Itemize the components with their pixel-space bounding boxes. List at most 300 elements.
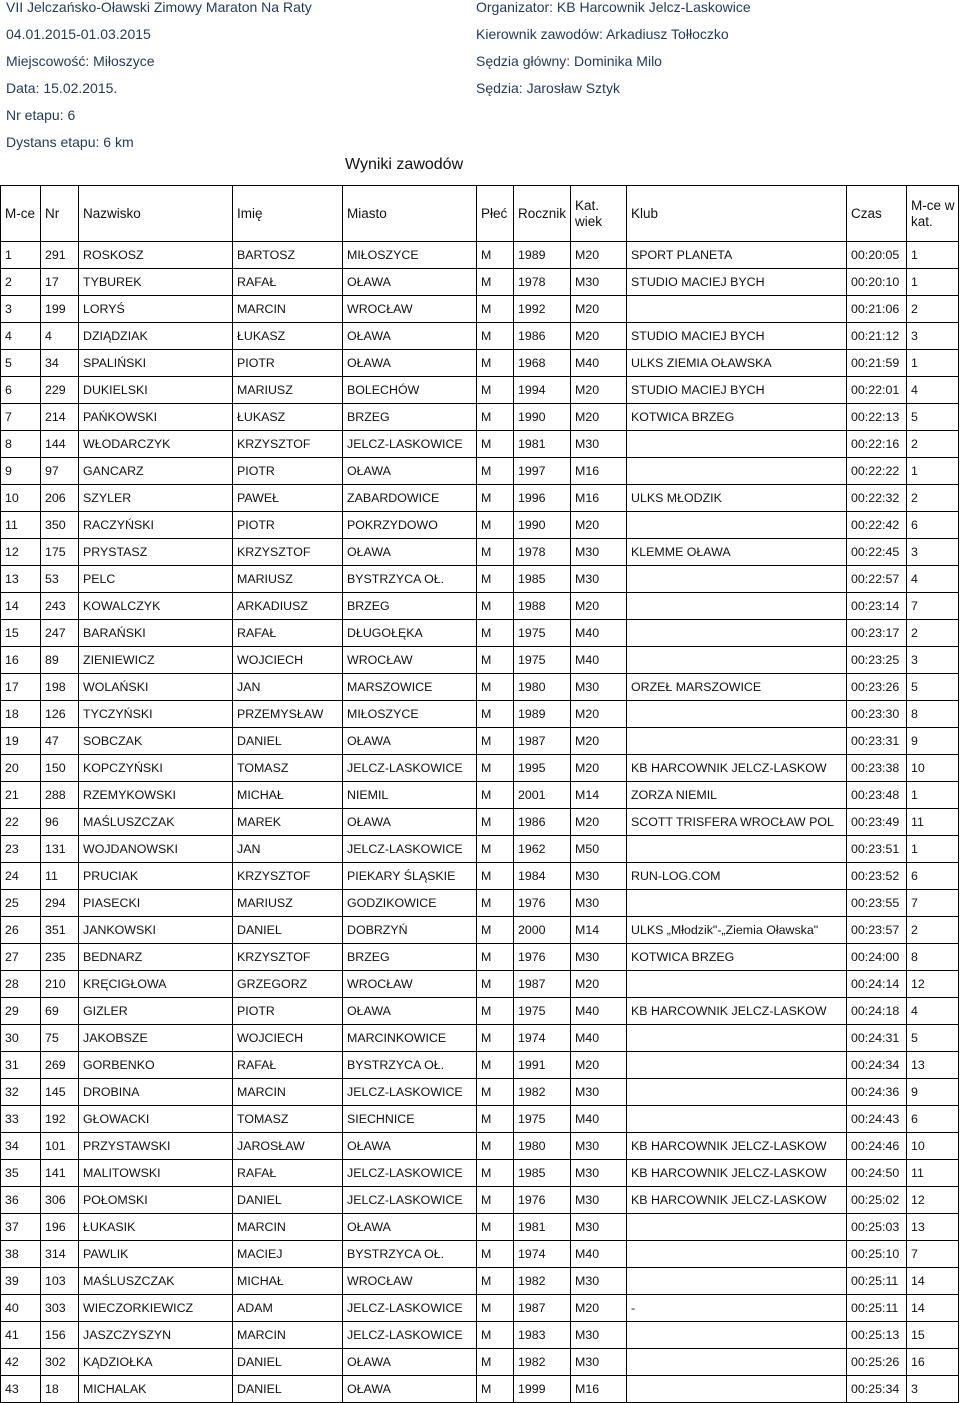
table-row — [1, 1052, 959, 1079]
birth-year-cell: 1987 — [514, 971, 571, 998]
category-place-cell: 12 — [907, 1187, 959, 1214]
first-name-cell: ARKADIUSZ — [233, 593, 343, 620]
bib-cell: 243 — [41, 593, 79, 620]
birth-year-cell: 1975 — [514, 647, 571, 674]
sex-cell: M — [477, 458, 514, 485]
club-cell — [627, 1376, 847, 1403]
place-cell: 11 — [1, 512, 41, 539]
sex-cell: M — [477, 1052, 514, 1079]
bib-cell: 288 — [41, 782, 79, 809]
city-cell: BYSTRZYCA OŁ. — [343, 566, 477, 593]
bib-cell: 126 — [41, 701, 79, 728]
sex-cell: M — [477, 1187, 514, 1214]
birth-year-cell: 1976 — [514, 944, 571, 971]
time-cell: 00:20:05 — [847, 242, 907, 269]
place-cell: 24 — [1, 863, 41, 890]
category-place-cell: 7 — [907, 593, 959, 620]
city-cell: OŁAWA — [343, 350, 477, 377]
first-name-cell: KRZYSZTOF — [233, 944, 343, 971]
table-row — [1, 728, 959, 755]
first-name-cell: PRZEMYSŁAW — [233, 701, 343, 728]
category-place-cell: 7 — [907, 890, 959, 917]
first-name-cell: RAFAŁ — [233, 1160, 343, 1187]
race-info-line: Miejscowość: Miłoszyce — [6, 53, 155, 69]
club-cell: STUDIO MACIEJ BYCH — [627, 323, 847, 350]
sex-cell: M — [477, 944, 514, 971]
city-cell: OŁAWA — [343, 998, 477, 1025]
city-cell: JELCZ-LASKOWICE — [343, 1187, 477, 1214]
column-header-place — [1, 186, 41, 242]
category-place-cell: 10 — [907, 1133, 959, 1160]
age-category-cell: M30 — [571, 1268, 627, 1295]
column-header-time — [847, 186, 907, 242]
column-header-label: Czas — [851, 205, 882, 221]
sex-cell: M — [477, 755, 514, 782]
table-row — [1, 485, 959, 512]
city-cell: DŁUGOŁĘKA — [343, 620, 477, 647]
surname-cell: SZYLER — [79, 485, 233, 512]
time-cell: 00:22:01 — [847, 377, 907, 404]
place-cell: 5 — [1, 350, 41, 377]
birth-year-cell: 1999 — [514, 1376, 571, 1403]
surname-cell: RACZYŃSKI — [79, 512, 233, 539]
surname-cell: KRĘCIGŁOWA — [79, 971, 233, 998]
column-header-label: M-ce w kat. — [911, 197, 955, 229]
club-cell: KB HARCOWNIK JELCZ-LASKOW — [627, 1187, 847, 1214]
birth-year-cell: 1996 — [514, 485, 571, 512]
first-name-cell: RAFAŁ — [233, 269, 343, 296]
time-cell: 00:24:50 — [847, 1160, 907, 1187]
place-cell: 8 — [1, 431, 41, 458]
surname-cell: DROBINA — [79, 1079, 233, 1106]
city-cell: OŁAWA — [343, 1376, 477, 1403]
city-cell: OŁAWA — [343, 1133, 477, 1160]
surname-cell: TYCZYŃSKI — [79, 701, 233, 728]
sex-cell: M — [477, 323, 514, 350]
surname-cell: GŁOWACKI — [79, 1106, 233, 1133]
bib-cell: 69 — [41, 998, 79, 1025]
first-name-cell: MARIUSZ — [233, 890, 343, 917]
birth-year-cell: 1988 — [514, 593, 571, 620]
sex-cell: M — [477, 350, 514, 377]
time-cell: 00:22:45 — [847, 539, 907, 566]
age-category-cell: M14 — [571, 782, 627, 809]
bib-cell: 269 — [41, 1052, 79, 1079]
table-row — [1, 1376, 959, 1403]
first-name-cell: DANIEL — [233, 917, 343, 944]
category-place-cell: 2 — [907, 917, 959, 944]
column-header-label: Rocznik — [518, 205, 567, 221]
age-category-cell: M40 — [571, 1241, 627, 1268]
surname-cell: ŁUKASIK — [79, 1214, 233, 1241]
club-cell — [627, 593, 847, 620]
column-header-first-name — [233, 186, 343, 242]
section-title: Wyniki zawodów — [345, 156, 464, 173]
place-cell: 41 — [1, 1322, 41, 1349]
city-cell: PIEKARY ŚLĄSKIE — [343, 863, 477, 890]
time-cell: 00:25:10 — [847, 1241, 907, 1268]
category-place-cell: 16 — [907, 1349, 959, 1376]
sex-cell: M — [477, 809, 514, 836]
bib-cell: 214 — [41, 404, 79, 431]
club-cell — [627, 701, 847, 728]
bib-cell: 145 — [41, 1079, 79, 1106]
place-cell: 12 — [1, 539, 41, 566]
time-cell: 00:21:06 — [847, 296, 907, 323]
sex-cell: M — [477, 539, 514, 566]
first-name-cell: JAN — [233, 836, 343, 863]
table-header-row — [1, 186, 959, 242]
time-cell: 00:23:38 — [847, 755, 907, 782]
city-cell: BYSTRZYCA OŁ. — [343, 1052, 477, 1079]
surname-cell: ZIENIEWICZ — [79, 647, 233, 674]
city-cell: BRZEG — [343, 404, 477, 431]
table-row — [1, 539, 959, 566]
surname-cell: PIASECKI — [79, 890, 233, 917]
birth-year-cell: 1980 — [514, 674, 571, 701]
city-cell: OŁAWA — [343, 809, 477, 836]
column-header-label: Nazwisko — [83, 205, 141, 221]
table-row — [1, 1106, 959, 1133]
column-header-city — [343, 186, 477, 242]
race-info-line: Nr etapu: 6 — [6, 107, 76, 123]
club-cell — [627, 1214, 847, 1241]
bib-cell: 294 — [41, 890, 79, 917]
sex-cell: M — [477, 1241, 514, 1268]
time-cell: 00:23:30 — [847, 701, 907, 728]
birth-year-cell: 1982 — [514, 1268, 571, 1295]
place-cell: 42 — [1, 1349, 41, 1376]
category-place-cell: 5 — [907, 1025, 959, 1052]
club-cell: SPORT PLANETA — [627, 242, 847, 269]
club-cell — [627, 1079, 847, 1106]
time-cell: 00:24:18 — [847, 998, 907, 1025]
club-cell — [627, 620, 847, 647]
bib-cell: 103 — [41, 1268, 79, 1295]
birth-year-cell: 1982 — [514, 1079, 571, 1106]
club-cell — [627, 1106, 847, 1133]
table-row — [1, 944, 959, 971]
birth-year-cell: 1992 — [514, 296, 571, 323]
city-cell: NIEMIL — [343, 782, 477, 809]
club-cell: STUDIO MACIEJ BYCH — [627, 377, 847, 404]
place-cell: 19 — [1, 728, 41, 755]
city-cell: MIŁOSZYCE — [343, 242, 477, 269]
sex-cell: M — [477, 1349, 514, 1376]
category-place-cell: 5 — [907, 404, 959, 431]
first-name-cell: MICHAŁ — [233, 782, 343, 809]
bib-cell: 206 — [41, 485, 79, 512]
club-cell: KOTWICA BRZEG — [627, 944, 847, 971]
age-category-cell: M30 — [571, 674, 627, 701]
place-cell: 4 — [1, 323, 41, 350]
category-place-cell: 4 — [907, 566, 959, 593]
sex-cell: M — [477, 620, 514, 647]
age-category-cell: M20 — [571, 809, 627, 836]
time-cell: 00:25:13 — [847, 1322, 907, 1349]
time-cell: 00:23:51 — [847, 836, 907, 863]
club-cell — [627, 1322, 847, 1349]
city-cell: BRZEG — [343, 593, 477, 620]
column-header-category-place — [907, 186, 959, 242]
time-cell: 00:23:55 — [847, 890, 907, 917]
age-category-cell: M20 — [571, 728, 627, 755]
first-name-cell: MARCIN — [233, 1322, 343, 1349]
sex-cell: M — [477, 485, 514, 512]
city-cell: SIECHNICE — [343, 1106, 477, 1133]
table-row — [1, 1268, 959, 1295]
place-cell: 14 — [1, 593, 41, 620]
table-row — [1, 917, 959, 944]
first-name-cell: PIOTR — [233, 350, 343, 377]
time-cell: 00:23:57 — [847, 917, 907, 944]
birth-year-cell: 1983 — [514, 1322, 571, 1349]
birth-year-cell: 1976 — [514, 890, 571, 917]
birth-year-cell: 1980 — [514, 1133, 571, 1160]
age-category-cell: M20 — [571, 593, 627, 620]
city-cell: POKRZYDOWO — [343, 512, 477, 539]
column-header-age-category — [571, 186, 627, 242]
place-cell: 40 — [1, 1295, 41, 1322]
surname-cell: POŁOMSKI — [79, 1187, 233, 1214]
table-row — [1, 863, 959, 890]
place-cell: 7 — [1, 404, 41, 431]
bib-cell: 156 — [41, 1322, 79, 1349]
sex-cell: M — [477, 1295, 514, 1322]
table-row — [1, 404, 959, 431]
place-cell: 3 — [1, 296, 41, 323]
time-cell: 00:25:03 — [847, 1214, 907, 1241]
table-row — [1, 566, 959, 593]
table-row — [1, 836, 959, 863]
surname-cell: WIECZORKIEWICZ — [79, 1295, 233, 1322]
city-cell: JELCZ-LASKOWICE — [343, 836, 477, 863]
category-place-cell: 6 — [907, 863, 959, 890]
surname-cell: BARAŃSKI — [79, 620, 233, 647]
category-place-cell: 2 — [907, 620, 959, 647]
time-cell: 00:23:17 — [847, 620, 907, 647]
time-cell: 00:25:11 — [847, 1268, 907, 1295]
club-cell: ZORZA NIEMIL — [627, 782, 847, 809]
first-name-cell: TOMASZ — [233, 755, 343, 782]
sex-cell: M — [477, 971, 514, 998]
column-header-label: Nr — [45, 205, 60, 221]
category-place-cell: 8 — [907, 701, 959, 728]
surname-cell: KOPCZYŃSKI — [79, 755, 233, 782]
birth-year-cell: 1991 — [514, 1052, 571, 1079]
sex-cell: M — [477, 1160, 514, 1187]
table-row — [1, 431, 959, 458]
bib-cell: 96 — [41, 809, 79, 836]
time-cell: 00:22:42 — [847, 512, 907, 539]
city-cell: BYSTRZYCA OŁ. — [343, 1241, 477, 1268]
place-cell: 15 — [1, 620, 41, 647]
surname-cell: JAKOBSZE — [79, 1025, 233, 1052]
birth-year-cell: 1976 — [514, 1187, 571, 1214]
place-cell: 6 — [1, 377, 41, 404]
age-category-cell: M30 — [571, 269, 627, 296]
club-cell — [627, 728, 847, 755]
surname-cell: DUKIELSKI — [79, 377, 233, 404]
bib-cell: 144 — [41, 431, 79, 458]
age-category-cell: M20 — [571, 1052, 627, 1079]
category-place-cell: 1 — [907, 242, 959, 269]
birth-year-cell: 1975 — [514, 1106, 571, 1133]
table-row — [1, 512, 959, 539]
age-category-cell: M40 — [571, 620, 627, 647]
city-cell: OŁAWA — [343, 458, 477, 485]
city-cell: JELCZ-LASKOWICE — [343, 755, 477, 782]
place-cell: 10 — [1, 485, 41, 512]
club-cell: KB HARCOWNIK JELCZ-LASKOW — [627, 755, 847, 782]
sex-cell: M — [477, 1268, 514, 1295]
place-cell: 2 — [1, 269, 41, 296]
race-info-line: Data: 15.02.2015. — [6, 80, 118, 96]
table-row — [1, 296, 959, 323]
table-row — [1, 1295, 959, 1322]
bib-cell: 247 — [41, 620, 79, 647]
time-cell: 00:25:02 — [847, 1187, 907, 1214]
surname-cell: PRUCIAK — [79, 863, 233, 890]
sex-cell: M — [477, 269, 514, 296]
age-category-cell: M30 — [571, 890, 627, 917]
table-row — [1, 1187, 959, 1214]
place-cell: 31 — [1, 1052, 41, 1079]
place-cell: 39 — [1, 1268, 41, 1295]
bib-cell: 235 — [41, 944, 79, 971]
time-cell: 00:22:13 — [847, 404, 907, 431]
category-place-cell: 4 — [907, 998, 959, 1025]
surname-cell: LORYŚ — [79, 296, 233, 323]
place-cell: 1 — [1, 242, 41, 269]
bib-cell: 89 — [41, 647, 79, 674]
place-cell: 16 — [1, 647, 41, 674]
age-category-cell: M30 — [571, 1214, 627, 1241]
time-cell: 00:24:36 — [847, 1079, 907, 1106]
bib-cell: 101 — [41, 1133, 79, 1160]
category-place-cell: 11 — [907, 1160, 959, 1187]
bib-cell: 306 — [41, 1187, 79, 1214]
table-row — [1, 269, 959, 296]
first-name-cell: JAROSŁAW — [233, 1133, 343, 1160]
first-name-cell: MARIUSZ — [233, 377, 343, 404]
table-row — [1, 242, 959, 269]
birth-year-cell: 1962 — [514, 836, 571, 863]
place-cell: 29 — [1, 998, 41, 1025]
surname-cell: SOBCZAK — [79, 728, 233, 755]
category-place-cell: 2 — [907, 296, 959, 323]
first-name-cell: WOJCIECH — [233, 1025, 343, 1052]
age-category-cell: M16 — [571, 1376, 627, 1403]
bib-cell: 34 — [41, 350, 79, 377]
age-category-cell: M30 — [571, 566, 627, 593]
officials-line: Kierownik zawodów: Arkadiusz Tołłoczko — [476, 26, 729, 42]
birth-year-cell: 1997 — [514, 458, 571, 485]
first-name-cell: MARCIN — [233, 1079, 343, 1106]
first-name-cell: MARCIN — [233, 296, 343, 323]
club-cell: KB HARCOWNIK JELCZ-LASKOW — [627, 1160, 847, 1187]
bib-cell: 351 — [41, 917, 79, 944]
place-cell: 22 — [1, 809, 41, 836]
city-cell: GODZIKOWICE — [343, 890, 477, 917]
city-cell: OŁAWA — [343, 539, 477, 566]
first-name-cell: JAN — [233, 674, 343, 701]
bib-cell: 314 — [41, 1241, 79, 1268]
club-cell: STUDIO MACIEJ BYCH — [627, 269, 847, 296]
sex-cell: M — [477, 701, 514, 728]
column-header-label: M-ce — [5, 205, 35, 221]
table-row — [1, 1241, 959, 1268]
table-row — [1, 971, 959, 998]
category-place-cell: 4 — [907, 377, 959, 404]
table-row — [1, 1133, 959, 1160]
surname-cell: JANKOWSKI — [79, 917, 233, 944]
sex-cell: M — [477, 296, 514, 323]
club-cell — [627, 1349, 847, 1376]
bib-cell: 199 — [41, 296, 79, 323]
birth-year-cell: 1990 — [514, 512, 571, 539]
category-place-cell: 5 — [907, 674, 959, 701]
column-header-label: Płeć — [481, 205, 508, 221]
first-name-cell: PIOTR — [233, 512, 343, 539]
first-name-cell: DANIEL — [233, 1187, 343, 1214]
city-cell: WROCŁAW — [343, 647, 477, 674]
first-name-cell: PIOTR — [233, 998, 343, 1025]
bib-cell: 18 — [41, 1376, 79, 1403]
table-row — [1, 890, 959, 917]
time-cell: 00:24:34 — [847, 1052, 907, 1079]
age-category-cell: M20 — [571, 296, 627, 323]
sex-cell: M — [477, 1322, 514, 1349]
age-category-cell: M40 — [571, 998, 627, 1025]
table-row — [1, 674, 959, 701]
birth-year-cell: 1984 — [514, 863, 571, 890]
city-cell: JELCZ-LASKOWICE — [343, 1295, 477, 1322]
age-category-cell: M50 — [571, 836, 627, 863]
surname-cell: PRZYSTAWSKI — [79, 1133, 233, 1160]
surname-cell: SPALIŃSKI — [79, 350, 233, 377]
bib-cell: 291 — [41, 242, 79, 269]
birth-year-cell: 1989 — [514, 242, 571, 269]
column-header-label: Kat. wiek — [575, 197, 603, 229]
place-cell: 25 — [1, 890, 41, 917]
surname-cell: MAŚLUSZCZAK — [79, 809, 233, 836]
column-header-birth-year — [514, 186, 571, 242]
time-cell: 00:23:25 — [847, 647, 907, 674]
club-cell: KOTWICA BRZEG — [627, 404, 847, 431]
surname-cell: GORBENKO — [79, 1052, 233, 1079]
column-header-label: Klub — [631, 205, 659, 221]
age-category-cell: M40 — [571, 1025, 627, 1052]
place-cell: 28 — [1, 971, 41, 998]
table-row — [1, 1349, 959, 1376]
time-cell: 00:21:59 — [847, 350, 907, 377]
category-place-cell: 6 — [907, 1106, 959, 1133]
sex-cell: M — [477, 998, 514, 1025]
club-cell — [627, 1025, 847, 1052]
category-place-cell: 12 — [907, 971, 959, 998]
results-table — [0, 185, 959, 1403]
city-cell: WROCŁAW — [343, 971, 477, 998]
bib-cell: 210 — [41, 971, 79, 998]
surname-cell: GANCARZ — [79, 458, 233, 485]
club-cell: ULKS „Młodzik"-„Ziemia Oławska" — [627, 917, 847, 944]
sex-cell: M — [477, 917, 514, 944]
first-name-cell: DANIEL — [233, 1349, 343, 1376]
surname-cell: TYBUREK — [79, 269, 233, 296]
first-name-cell: TOMASZ — [233, 1106, 343, 1133]
time-cell: 00:20:10 — [847, 269, 907, 296]
